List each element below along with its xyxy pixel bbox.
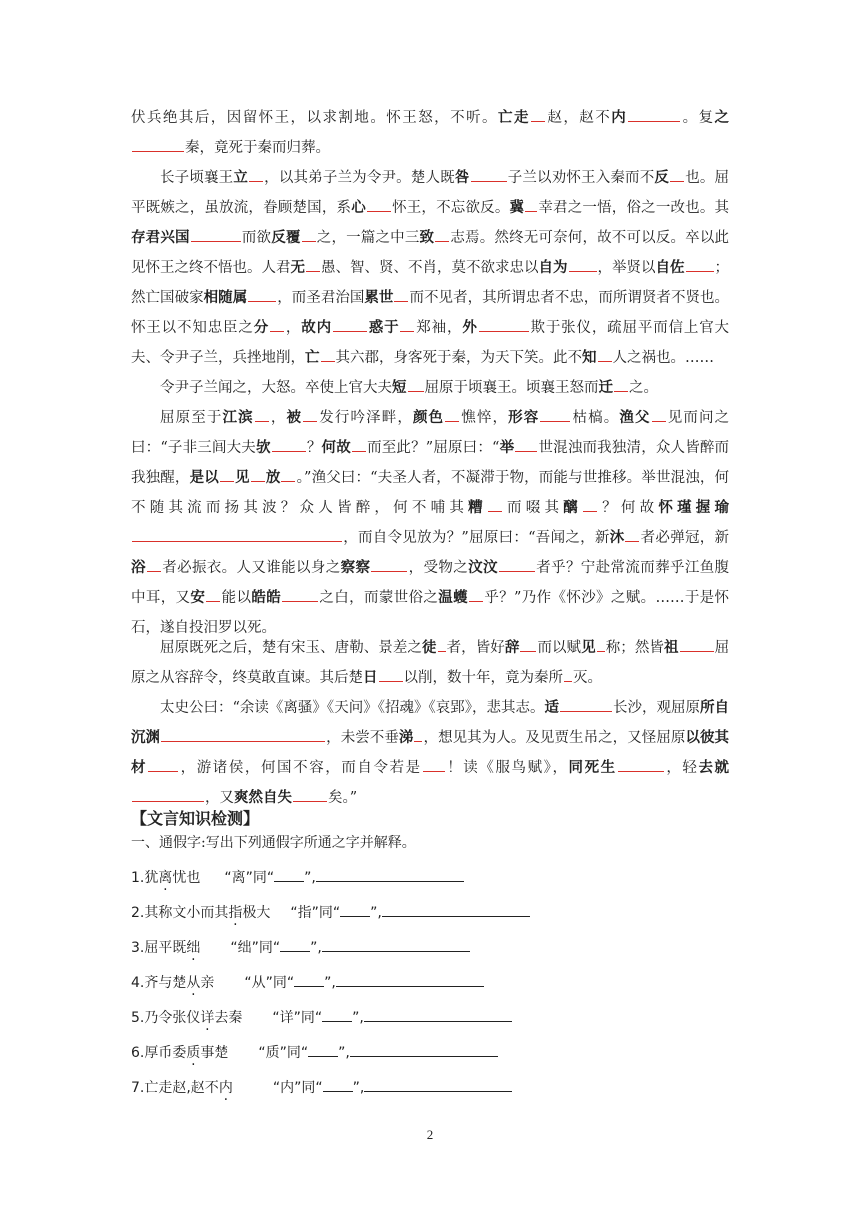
list-item bbox=[131, 972, 484, 992]
text-run: 而至此？”屈原曰：“ bbox=[366, 440, 500, 456]
answer-blank[interactable] bbox=[400, 317, 414, 333]
answer-blank[interactable] bbox=[281, 467, 295, 483]
target-char: 详 bbox=[200, 1010, 215, 1026]
keyword: 何故 bbox=[321, 439, 351, 456]
text-run: ？何故 bbox=[597, 500, 659, 516]
answer-blank[interactable] bbox=[191, 227, 241, 243]
target-char: 从 bbox=[186, 975, 201, 991]
answer-line[interactable] bbox=[336, 972, 484, 987]
keyword: 涕 bbox=[398, 729, 414, 746]
answer-blank[interactable] bbox=[471, 167, 507, 183]
keyword: 颜色 bbox=[412, 409, 445, 426]
sentence-text: 去秦 bbox=[214, 1010, 243, 1026]
answer-blank[interactable] bbox=[322, 1007, 352, 1022]
text-run: 长沙，观屈原 bbox=[613, 700, 701, 716]
text-run: 之。 bbox=[629, 380, 658, 396]
text-run: 称；然皆 bbox=[605, 640, 664, 656]
answer-blank[interactable] bbox=[686, 257, 714, 273]
item-prompt: ”, bbox=[352, 1010, 364, 1026]
text-run: 子兰以劝怀王入秦而不 bbox=[507, 170, 655, 186]
text-run: 者必振衣。人又谁能以身之 bbox=[161, 560, 341, 576]
text-run: 之白，而蒙世俗之 bbox=[319, 590, 439, 606]
answer-blank[interactable] bbox=[479, 317, 529, 333]
text-run: 屈原至于 bbox=[160, 410, 223, 426]
answer-blank[interactable] bbox=[408, 377, 424, 393]
answer-blank[interactable] bbox=[379, 667, 403, 683]
text-run: ，举贤以 bbox=[597, 260, 656, 276]
keyword: 放 bbox=[265, 469, 281, 486]
answer-blank[interactable] bbox=[333, 317, 367, 333]
text-run: 。复 bbox=[681, 110, 715, 126]
answer-blank[interactable] bbox=[520, 637, 536, 653]
list-item bbox=[131, 937, 470, 957]
keyword: 糟 bbox=[468, 499, 487, 516]
text-run: 灭。 bbox=[573, 670, 602, 686]
text-run: 志焉。然终无可奈何，故不可以反。卒以此见怀王之终不悟也。人君 bbox=[131, 230, 730, 276]
answer-blank[interactable] bbox=[255, 407, 269, 423]
keyword: 之 bbox=[714, 109, 730, 126]
answer-blank[interactable] bbox=[352, 437, 366, 453]
keyword: 无 bbox=[290, 259, 305, 276]
answer-blank[interactable] bbox=[148, 757, 178, 773]
answer-blank[interactable] bbox=[614, 377, 628, 393]
answer-blank[interactable] bbox=[499, 557, 535, 573]
target-char: 质 bbox=[186, 1045, 201, 1061]
keyword: 迁 bbox=[598, 379, 613, 396]
text-run: ，又 bbox=[205, 790, 234, 806]
item-number: 3. bbox=[131, 940, 145, 956]
list-item bbox=[131, 902, 530, 922]
answer-blank[interactable] bbox=[280, 937, 310, 952]
answer-blank[interactable] bbox=[293, 787, 327, 803]
text-run: 能以 bbox=[221, 590, 252, 606]
answer-blank[interactable] bbox=[294, 972, 324, 987]
answer-blank[interactable] bbox=[161, 727, 325, 743]
list-item bbox=[131, 1042, 498, 1062]
answer-blank[interactable] bbox=[274, 867, 304, 882]
answer-line[interactable] bbox=[364, 1077, 512, 1092]
text-run: ？ bbox=[306, 440, 322, 456]
keyword: 自为 bbox=[538, 259, 568, 276]
text-run: 令尹子兰闻之，大怒。卒使上官大夫 bbox=[160, 380, 392, 396]
list-item bbox=[131, 1007, 512, 1027]
item-prompt: ”, bbox=[338, 1045, 350, 1061]
item-prompt: ”, bbox=[324, 975, 336, 991]
answer-blank[interactable] bbox=[583, 497, 597, 513]
answer-blank[interactable] bbox=[414, 727, 422, 743]
sentence-text: 厚币委 bbox=[144, 1045, 187, 1061]
item-prompt: “绌”同“ bbox=[230, 940, 281, 956]
item-number: 1. bbox=[131, 870, 145, 886]
answer-blank[interactable] bbox=[132, 787, 204, 803]
instruction-text: 一、通假字:写出下列通假字所通之字并解释。 bbox=[131, 835, 416, 851]
answer-line[interactable] bbox=[350, 1042, 498, 1057]
list-item bbox=[131, 1077, 512, 1097]
answer-blank[interactable] bbox=[628, 107, 680, 123]
item-prompt: “指”同“ bbox=[290, 905, 341, 921]
keyword: 亡 bbox=[305, 349, 320, 366]
answer-blank[interactable] bbox=[371, 557, 407, 573]
text-run: ，而圣君治国 bbox=[277, 290, 365, 306]
answer-blank[interactable] bbox=[367, 197, 391, 213]
target-char: 指 bbox=[228, 905, 243, 921]
text-run: 怀王，不忘欲反。 bbox=[391, 200, 510, 216]
sentence-text: 亡走赵,赵不 bbox=[144, 1080, 219, 1096]
text-run: ，游诸侯，何国不容，而自令若是 bbox=[179, 760, 422, 776]
text-run: ，轻 bbox=[664, 760, 699, 776]
answer-blank[interactable] bbox=[680, 637, 714, 653]
keyword: 日 bbox=[363, 669, 378, 686]
answer-blank[interactable] bbox=[531, 107, 545, 123]
sentence-text: 其称文小而其 bbox=[144, 905, 229, 921]
text-run: 而欲 bbox=[241, 230, 272, 246]
keyword: 故内 bbox=[301, 319, 332, 336]
item-prompt: ”, bbox=[370, 905, 382, 921]
passage-paragraph-4 bbox=[131, 403, 729, 643]
keyword: 致 bbox=[419, 229, 435, 246]
answer-blank[interactable] bbox=[321, 347, 335, 363]
sentence-text: 屈平既 bbox=[144, 940, 187, 956]
keyword: 去就 bbox=[698, 759, 730, 776]
text-run: 之，一篇之中三 bbox=[316, 230, 420, 246]
answer-blank[interactable] bbox=[340, 902, 370, 917]
answer-blank[interactable] bbox=[540, 407, 570, 423]
keyword: 欤 bbox=[255, 439, 271, 456]
keyword: 祖 bbox=[663, 639, 679, 656]
keyword: 亡走 bbox=[497, 109, 530, 126]
answer-blank[interactable] bbox=[306, 257, 320, 273]
answer-blank[interactable] bbox=[272, 437, 306, 453]
keyword: 反覆 bbox=[271, 229, 301, 246]
text-run: 欺于张仪，疏屈平而信上官大夫、令尹子兰，兵挫地削， bbox=[131, 320, 730, 366]
text-run: 而啜其 bbox=[502, 500, 564, 516]
target-char: 内 bbox=[218, 1080, 233, 1096]
text-run: 而不见者，其所谓忠者不忠，而所谓贤者不贤也。怀王以不知忠臣之 bbox=[131, 290, 730, 336]
text-run: 矣。” bbox=[328, 790, 358, 806]
text-run: ，以其弟子兰为令尹。楚人既 bbox=[264, 170, 455, 186]
keyword: 适 bbox=[544, 699, 559, 716]
passage-paragraph-5 bbox=[131, 633, 729, 693]
keyword: 立 bbox=[233, 169, 249, 186]
keyword: 徒 bbox=[421, 639, 437, 656]
answer-blank[interactable] bbox=[147, 557, 161, 573]
page-number: 2 bbox=[426, 1127, 434, 1142]
answer-blank[interactable] bbox=[282, 587, 318, 603]
keyword: 同死生 bbox=[568, 759, 617, 776]
text-run: 憔悴， bbox=[460, 410, 509, 426]
keyword: 反 bbox=[654, 169, 670, 186]
answer-line[interactable] bbox=[382, 902, 530, 917]
text-run: 长子顷襄王 bbox=[160, 170, 234, 186]
text-run: ，而自令见放为？”屈原曰：“吾闻之，新 bbox=[343, 530, 610, 546]
keyword: 浴 bbox=[131, 559, 146, 576]
text-run: 而以赋 bbox=[537, 640, 582, 656]
answer-blank[interactable] bbox=[132, 527, 342, 543]
answer-blank[interactable] bbox=[445, 407, 459, 423]
target-char: 绌 bbox=[186, 940, 201, 956]
text-run: ， bbox=[285, 320, 302, 336]
keyword: 皓皓 bbox=[251, 589, 282, 606]
keyword: 辞 bbox=[504, 639, 520, 656]
text-run: 屈原之从容辞令，终莫敢直谏。其后楚 bbox=[131, 640, 730, 686]
keyword: 咎 bbox=[454, 169, 470, 186]
keyword: 被 bbox=[286, 409, 303, 426]
item-number: 5. bbox=[131, 1010, 145, 1026]
text-run: ；然亡国破家 bbox=[131, 260, 729, 306]
text-run: ，受物之 bbox=[408, 560, 469, 576]
answer-blank[interactable] bbox=[302, 227, 316, 243]
list-item bbox=[131, 867, 464, 887]
text-run: ，想见其为人。及见贾生吊之，又怪屈原 bbox=[423, 730, 686, 746]
keyword: 相随属 bbox=[203, 289, 248, 306]
text-run: 愚、智、贤、不肖，莫不欲求忠以 bbox=[321, 260, 539, 276]
keyword: 见 bbox=[234, 469, 250, 486]
answer-blank[interactable] bbox=[438, 637, 446, 653]
text-run: 太史公曰：“余读《离骚》《天问》《招魂》《哀郢》，悲其志。 bbox=[160, 700, 545, 716]
answer-blank[interactable] bbox=[469, 587, 483, 603]
keyword: 存君兴国 bbox=[131, 229, 190, 246]
item-prompt: ”, bbox=[304, 870, 316, 886]
keyword: 冀 bbox=[509, 199, 525, 216]
answer-line[interactable] bbox=[364, 1007, 512, 1022]
sentence-text: 乃令张仪 bbox=[144, 1010, 201, 1026]
answer-blank[interactable] bbox=[206, 587, 220, 603]
text-run: 屈原于顷襄王。顷襄王怒而 bbox=[424, 380, 599, 396]
answer-blank[interactable] bbox=[423, 757, 445, 773]
text-run: 秦，竟死于秦而归葬。 bbox=[185, 140, 330, 156]
answer-blank[interactable] bbox=[598, 347, 612, 363]
text-run: ！读《服鸟赋》， bbox=[445, 760, 569, 776]
text-run: 赵，赵不 bbox=[545, 110, 612, 126]
keyword: 自佐 bbox=[655, 259, 685, 276]
keyword: 怀瑾握瑜 bbox=[658, 499, 730, 516]
text-run: 伏兵绝其后，因留怀王，以求割地。怀王怒，不听。 bbox=[131, 110, 498, 126]
text-run: 郑袖， bbox=[415, 320, 463, 336]
answer-blank[interactable] bbox=[249, 167, 263, 183]
answer-blank[interactable] bbox=[394, 287, 408, 303]
answer-blank[interactable] bbox=[248, 287, 276, 303]
keyword: 外 bbox=[462, 319, 478, 336]
answer-blank[interactable] bbox=[488, 497, 502, 513]
item-number: 7. bbox=[131, 1080, 145, 1096]
keyword: 汶汶 bbox=[468, 559, 498, 576]
text-run: 世混浊而我独清，众人皆醉而我独醒， bbox=[131, 440, 730, 486]
passage-paragraph-1 bbox=[131, 103, 729, 163]
keyword: 以彼其材 bbox=[131, 729, 730, 776]
keyword: 累世 bbox=[364, 289, 394, 306]
sentence-text: 亲 bbox=[200, 975, 215, 991]
text-run: 。”渔父曰：“夫圣人者，不凝滞于物，而能与世推移。举世混浊，何不随其流而扬其波？众人皆醉，何不哺其 bbox=[131, 470, 730, 516]
keyword: 短 bbox=[392, 379, 407, 396]
answer-blank[interactable] bbox=[251, 467, 265, 483]
text-run: 者乎？宁赴常流而葬乎江鱼腹中耳，又 bbox=[131, 560, 730, 606]
sentence-text: 犹 bbox=[144, 870, 159, 886]
text-run: 其六郡，身客死于秦，为天下笑。此不 bbox=[335, 350, 582, 366]
keyword: 温蠖 bbox=[438, 589, 468, 606]
item-number: 6. bbox=[131, 1045, 145, 1061]
sentence-text: 齐与楚 bbox=[144, 975, 187, 991]
text-run: 乎？”乃作《怀沙》之赋。……于是怀石，遂自投汨罗以死。 bbox=[131, 590, 730, 636]
keyword: 分 bbox=[253, 319, 270, 336]
keyword: 江滨 bbox=[222, 409, 254, 426]
keyword: 安 bbox=[190, 589, 206, 606]
item-prompt: “离”同“ bbox=[224, 870, 275, 886]
text-run: 也。屈平既嫉之，虽放流，眷顾楚国，系 bbox=[131, 170, 730, 216]
text-run: 幸君之一悟，俗之一改也。其 bbox=[538, 200, 730, 216]
answer-blank[interactable] bbox=[515, 437, 537, 453]
answer-blank[interactable] bbox=[569, 257, 597, 273]
text-run: ， bbox=[269, 410, 287, 426]
answer-line[interactable] bbox=[316, 867, 464, 882]
item-prompt: “详”同“ bbox=[272, 1010, 323, 1026]
item-prompt: ”, bbox=[352, 1080, 365, 1096]
answer-blank[interactable] bbox=[597, 637, 605, 653]
answer-blank[interactable] bbox=[560, 697, 612, 713]
keyword: 察察 bbox=[340, 559, 371, 576]
text-run: 见而问之曰：“子非三闾大夫 bbox=[131, 410, 730, 456]
item-prompt: ”, bbox=[310, 940, 322, 956]
keyword: 沐 bbox=[609, 529, 625, 546]
text-run: 枯槁。 bbox=[571, 410, 620, 426]
answer-blank[interactable] bbox=[132, 137, 184, 153]
text-run: 屈原既死之后，楚有宋玉、唐勒、景差之 bbox=[160, 640, 422, 656]
answer-blank[interactable] bbox=[270, 317, 284, 333]
text-run: ，未尝不垂 bbox=[326, 730, 399, 746]
keyword: 见 bbox=[581, 639, 596, 656]
passage-paragraph-2 bbox=[131, 163, 729, 373]
item-number: 4. bbox=[131, 975, 145, 991]
item-prompt: “质”同“ bbox=[258, 1045, 309, 1061]
answer-blank[interactable] bbox=[308, 1042, 338, 1057]
keyword: 形容 bbox=[508, 409, 540, 426]
keyword: 知 bbox=[582, 349, 597, 366]
answer-blank[interactable] bbox=[652, 407, 666, 423]
answer-blank[interactable] bbox=[303, 407, 317, 423]
keyword: 举 bbox=[499, 439, 515, 456]
passage-paragraph-3 bbox=[131, 373, 729, 403]
answer-blank[interactable] bbox=[618, 757, 664, 773]
section-title: 【文言知识检测】 bbox=[131, 809, 260, 828]
answer-blank[interactable] bbox=[625, 527, 639, 543]
answer-blank[interactable] bbox=[435, 227, 449, 243]
text-run: 以削，数十年，竟为秦所 bbox=[403, 670, 563, 686]
answer-blank[interactable] bbox=[323, 1077, 353, 1092]
keyword: 惑于 bbox=[367, 319, 400, 336]
keyword: 渔父 bbox=[619, 409, 651, 426]
item-prompt: “内”同“ bbox=[272, 1080, 323, 1096]
sentence-text: 事楚 bbox=[200, 1045, 229, 1061]
keyword: 内 bbox=[611, 109, 628, 126]
sentence-text: 极大 bbox=[242, 905, 271, 921]
sentence-text: 忧也 bbox=[172, 870, 201, 886]
keyword: 醨 bbox=[563, 499, 582, 516]
text-run: 人之祸也。…… bbox=[612, 350, 714, 366]
item-number: 2. bbox=[131, 905, 145, 921]
keyword: 心 bbox=[351, 199, 366, 216]
answer-blank[interactable] bbox=[220, 467, 234, 483]
passage-paragraph-6 bbox=[131, 693, 729, 813]
target-char: 离 bbox=[158, 870, 173, 886]
text-run: 者，皆好 bbox=[446, 640, 505, 656]
answer-line[interactable] bbox=[322, 937, 470, 952]
text-run: 发行吟泽畔， bbox=[318, 410, 413, 426]
keyword: 所自沉渊 bbox=[131, 699, 730, 746]
keyword: 爽然自失 bbox=[234, 789, 292, 806]
text-run: 者必弹冠，新 bbox=[640, 530, 729, 546]
answer-blank[interactable] bbox=[525, 197, 537, 213]
answer-blank[interactable] bbox=[564, 667, 572, 683]
item-prompt: “从”同“ bbox=[244, 975, 295, 991]
answer-blank[interactable] bbox=[670, 167, 684, 183]
keyword: 是以 bbox=[189, 469, 219, 486]
